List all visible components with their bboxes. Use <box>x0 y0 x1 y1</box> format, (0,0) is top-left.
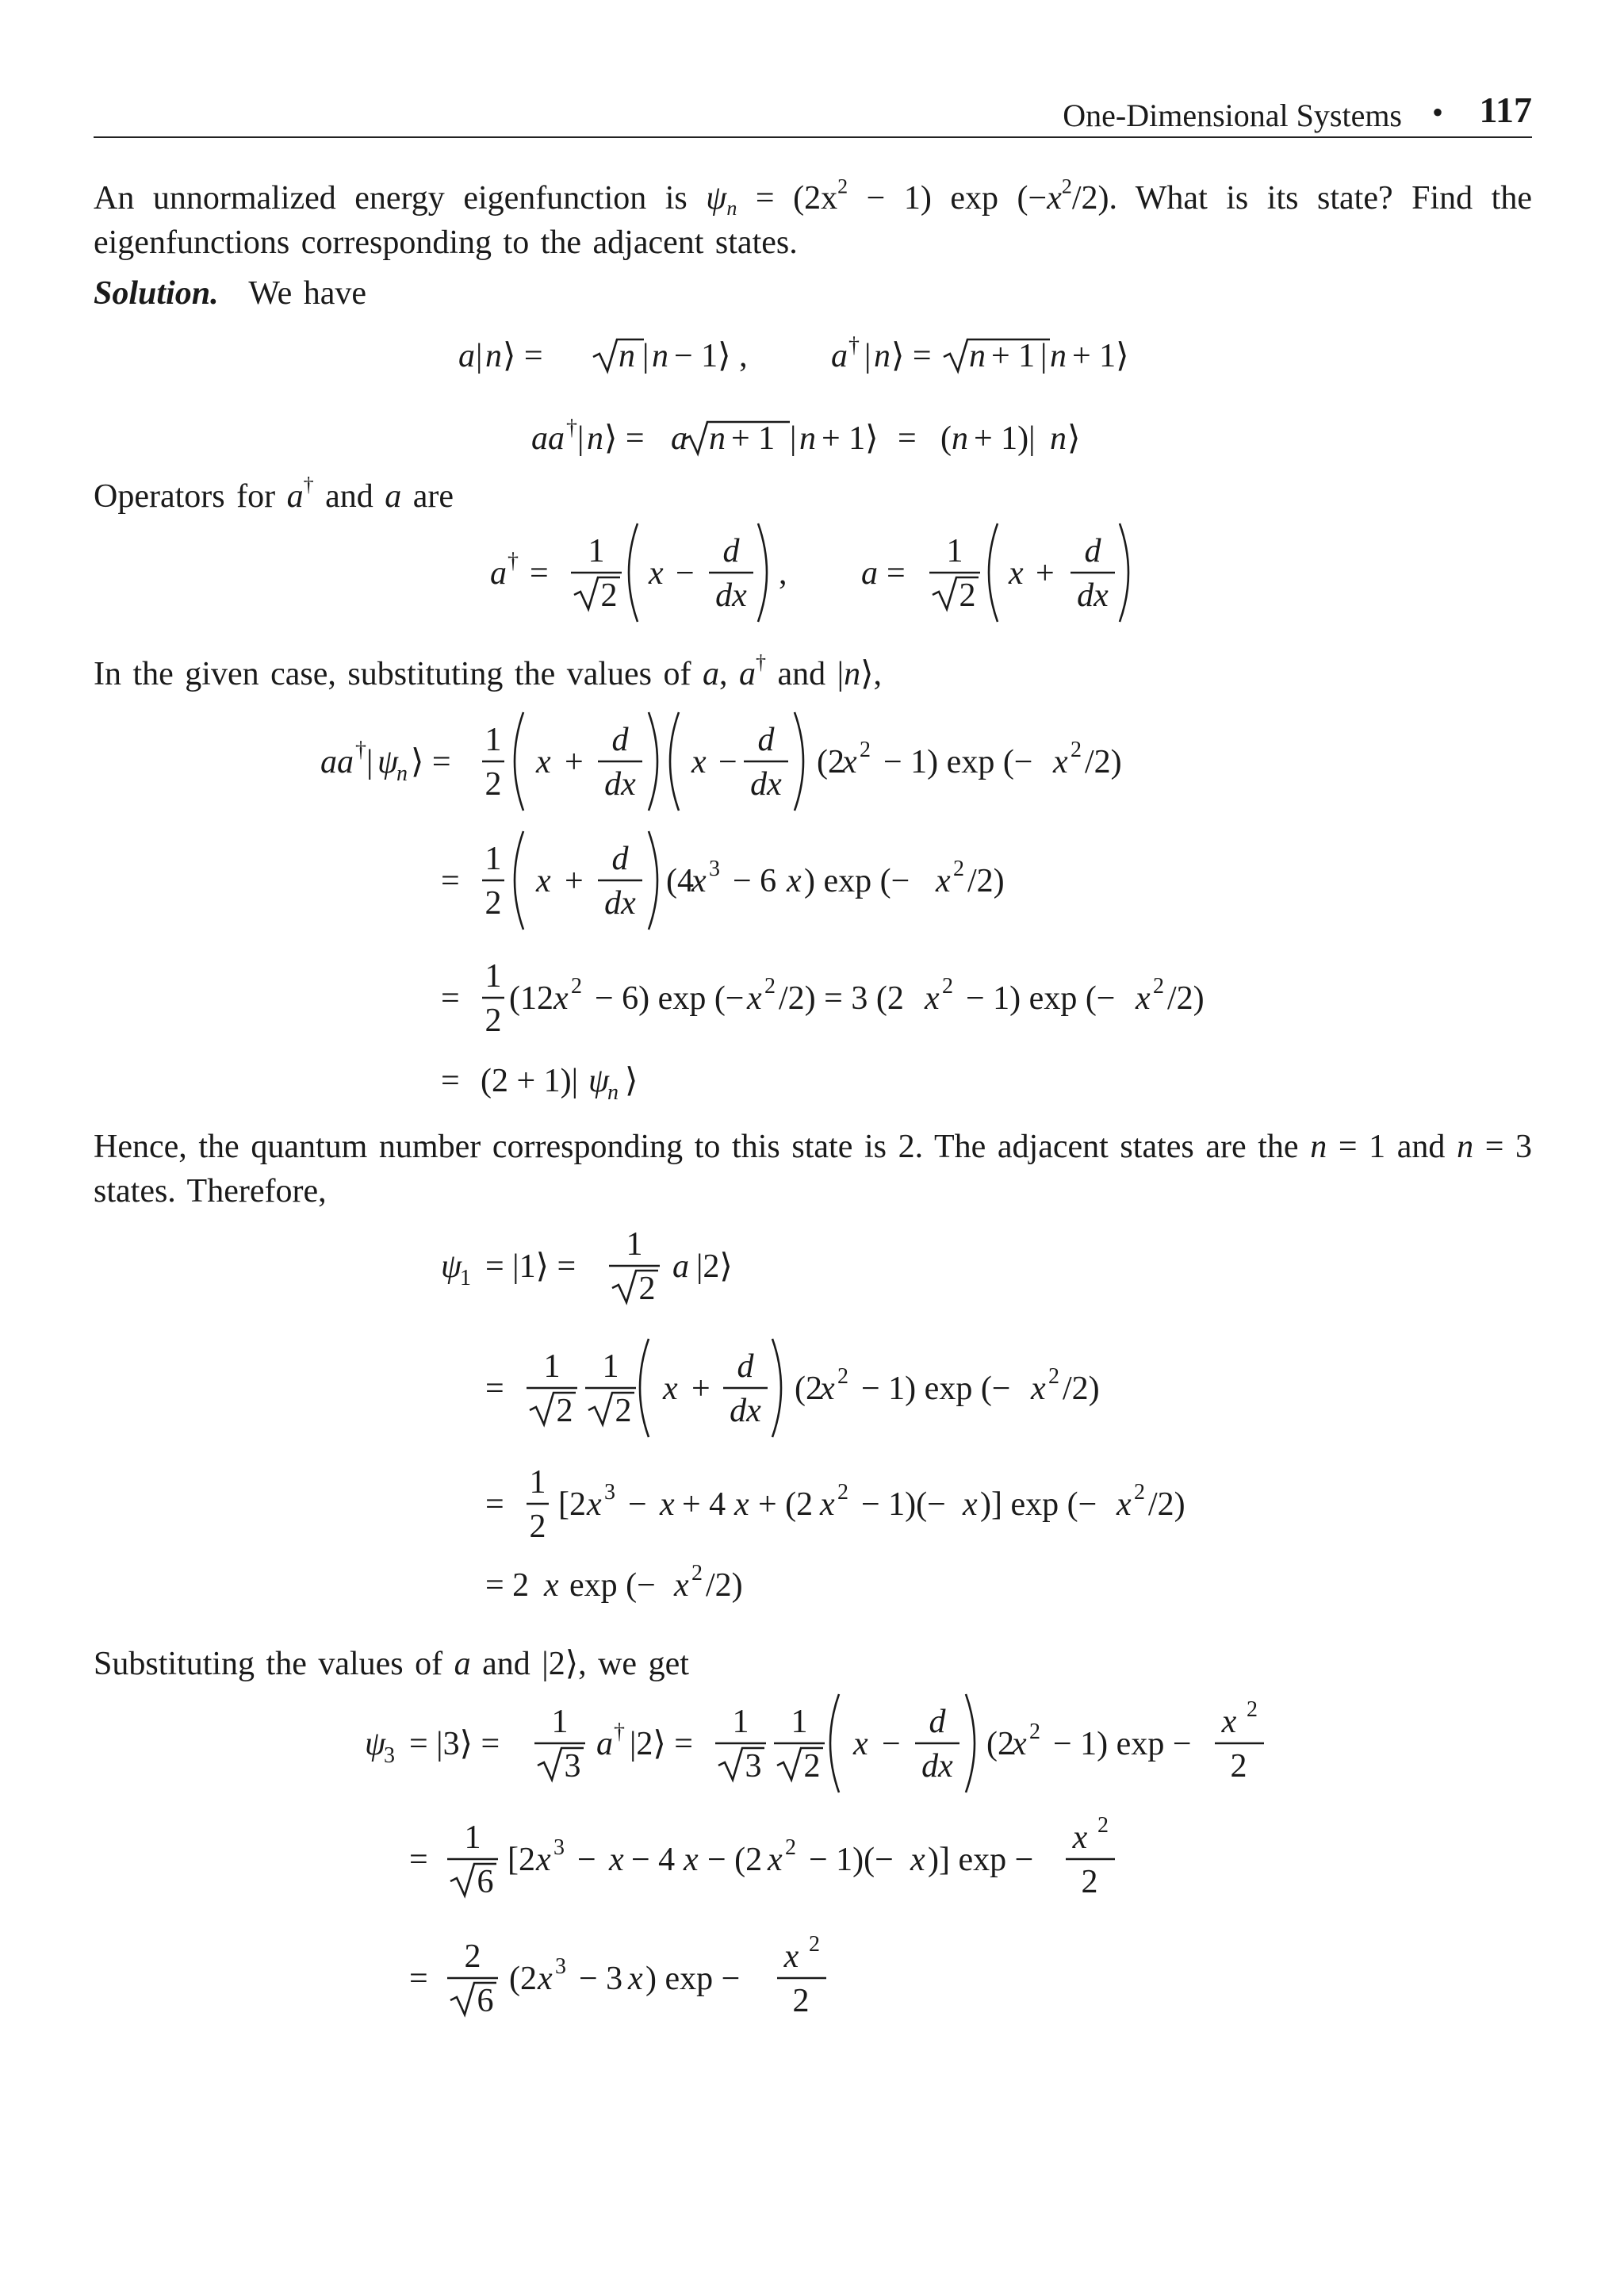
math-glyph: 2 <box>837 1480 848 1505</box>
math-glyph: ψ <box>441 1248 462 1285</box>
right-paren <box>772 1339 781 1437</box>
fraction-numerator: d <box>1084 533 1101 569</box>
fraction-denominator: 3 <box>745 1748 762 1785</box>
fraction-numerator: 1 <box>732 1704 749 1740</box>
math-glyph: + <box>565 863 584 899</box>
math-glyph: aa <box>531 420 565 457</box>
math-glyph: 2 <box>691 1561 703 1585</box>
math-glyph: n <box>709 420 726 457</box>
fraction-denominator: 3 <box>564 1748 581 1785</box>
math-glyph: + (2 <box>758 1486 814 1523</box>
math-glyph: |2⟩ = <box>630 1726 693 1762</box>
hence-text: Hence, the quantum number corresponding to this state is 2. The adjacent states are the n = 1 and n = 3 states. Therefore, <box>94 1129 1533 1210</box>
math-glyph: + 1 <box>991 338 1036 374</box>
math-glyph: n <box>969 338 986 374</box>
math-glyph: − 1)(− <box>861 1486 946 1523</box>
math-glyph: x <box>1053 744 1068 780</box>
fraction-numerator: 1 <box>791 1704 808 1740</box>
math-glyph: a <box>596 1726 613 1762</box>
math-glyph: |2⟩ <box>696 1248 733 1285</box>
fraction-denominator: 2 <box>803 1748 821 1785</box>
math-glyph: x <box>649 555 664 592</box>
math-glyph: 2 <box>1048 1364 1059 1389</box>
math-glyph: n <box>619 338 635 374</box>
math-glyph: 2 <box>942 974 953 999</box>
solution-intro: We have <box>248 275 367 312</box>
math-glyph: x <box>1221 1704 1237 1740</box>
math-glyph: = <box>441 980 460 1017</box>
given-case-inline: In the given case, substituting the values of a, a† and |n⟩, <box>94 650 882 692</box>
math-glyph: + 1)| <box>974 420 1036 457</box>
math-glyph: 1 <box>460 1266 471 1290</box>
math-glyph: 2 <box>1081 1864 1098 1900</box>
math-glyph: = <box>530 555 549 592</box>
math-glyph: aa <box>320 744 354 780</box>
math-glyph: − 1)(− <box>809 1842 894 1878</box>
math-glyph: − <box>718 744 737 780</box>
math-glyph: x <box>660 1486 675 1523</box>
math-glyph: 2 <box>1071 738 1082 762</box>
math-glyph: = <box>441 863 460 899</box>
fraction-numerator: 1 <box>551 1704 569 1740</box>
math-glyph: = |3⟩ = <box>409 1726 500 1762</box>
math-glyph: x <box>536 744 551 780</box>
fraction-numerator: 2 <box>464 1938 481 1975</box>
math-glyph: − 1) exp (− <box>861 1371 1011 1407</box>
math-glyph: x <box>820 1371 835 1407</box>
math-glyph: n <box>652 338 668 374</box>
math-glyph: | <box>790 420 797 457</box>
math-glyph: + <box>691 1371 710 1407</box>
fraction-numerator: 1 <box>946 533 963 569</box>
left-paren <box>515 831 523 930</box>
math-glyph: † <box>355 738 366 762</box>
fraction-denominator: 6 <box>477 1983 494 2019</box>
given-case-text <box>94 652 1532 696</box>
math-glyph: a <box>458 338 475 374</box>
math-glyph: n <box>952 420 968 457</box>
math-glyph: = <box>441 1063 460 1099</box>
left-paren <box>640 1339 649 1437</box>
fraction-denominator: dx <box>715 577 747 614</box>
math-glyph: 2 <box>785 1835 796 1860</box>
math-glyph: | <box>864 338 871 374</box>
math-glyph: x <box>1009 555 1024 592</box>
substituting-paragraph <box>94 1642 1532 1686</box>
math-glyph: − 1) exp (− <box>966 980 1116 1017</box>
fraction-numerator: 1 <box>588 533 605 569</box>
fraction-numerator: 1 <box>485 722 502 758</box>
math-glyph: x <box>734 1486 749 1523</box>
math-glyph: [2 <box>558 1486 586 1523</box>
math-glyph: /2) <box>1148 1486 1185 1523</box>
fraction-numerator: d <box>737 1348 754 1385</box>
math-glyph: x <box>910 1842 925 1878</box>
math-glyph: 2 <box>571 974 582 999</box>
fraction-numerator: d <box>929 1704 946 1740</box>
math-glyph: n <box>1050 420 1067 457</box>
math-glyph: x <box>553 980 569 1017</box>
math-glyph: − 6) exp (− <box>595 980 745 1017</box>
math-glyph: ψ <box>377 744 399 780</box>
math-glyph: n <box>607 1080 619 1105</box>
math-glyph: (2 + 1)| <box>481 1063 579 1099</box>
math-glyph: x <box>674 1567 689 1604</box>
math-glyph: a <box>490 555 507 592</box>
fraction-denominator: 2 <box>959 577 976 614</box>
fraction-denominator: 2 <box>485 885 502 922</box>
math-glyph: 2 <box>809 1932 820 1957</box>
math-glyph: x <box>820 1486 835 1523</box>
math-glyph: x <box>544 1567 559 1604</box>
math-glyph: ⟩ <box>1067 420 1081 457</box>
fraction-numerator: 1 <box>602 1348 619 1385</box>
math-glyph: − 1) exp − <box>1053 1726 1192 1762</box>
math-glyph: 3 <box>604 1480 615 1505</box>
math-glyph: n <box>396 761 408 786</box>
math-glyph: x <box>853 1726 868 1762</box>
math-glyph: = <box>409 1961 428 1997</box>
right-paren <box>966 1694 975 1792</box>
math-glyph: n <box>1050 338 1067 374</box>
math-glyph: ) exp (− <box>804 863 910 899</box>
math-glyph: x <box>536 1842 551 1878</box>
fraction-numerator: d <box>722 533 740 569</box>
math-glyph: (2 <box>795 1371 822 1407</box>
fraction-numerator: d <box>757 722 775 758</box>
math-glyph: − 3 <box>579 1961 623 1997</box>
math-glyph: ) exp − <box>645 1961 741 1997</box>
fraction-denominator: 2 <box>615 1393 632 1429</box>
math-glyph: /2) <box>1085 744 1122 780</box>
math-glyph: † <box>848 333 860 358</box>
math-glyph: + <box>1036 555 1055 592</box>
math-glyph: 2 <box>792 1983 810 2019</box>
fraction-denominator: 2 <box>600 577 618 614</box>
math-glyph: x <box>768 1842 783 1878</box>
math-glyph: † <box>614 1720 625 1744</box>
math-glyph: /2) <box>1063 1371 1100 1407</box>
fraction-denominator: 2 <box>529 1509 546 1545</box>
left-paren <box>515 712 523 811</box>
right-paren <box>1120 523 1128 622</box>
math-glyph: ⟩ <box>625 1063 638 1099</box>
math-glyph: | <box>476 338 483 374</box>
fraction-denominator: dx <box>921 1748 953 1785</box>
math-glyph: ⟩ = <box>891 338 932 374</box>
fraction-denominator: dx <box>1077 577 1109 614</box>
math-glyph: = 2 <box>485 1567 530 1604</box>
math-glyph: x <box>936 863 951 899</box>
math-glyph: = <box>485 1371 504 1407</box>
math-glyph: (4 <box>666 863 694 899</box>
left-paren <box>670 712 679 811</box>
math-glyph: + 4 <box>682 1486 726 1523</box>
math-glyph: ⟩ = <box>604 420 645 457</box>
math-glyph: 2 <box>860 738 871 762</box>
math-glyph: 3 <box>555 1954 566 1979</box>
math-glyph: − (2 <box>707 1842 763 1878</box>
math-glyph: x <box>691 863 707 899</box>
math-glyph: 2 <box>1230 1748 1247 1785</box>
math-glyph: x <box>842 744 857 780</box>
math-glyph: x <box>1116 1486 1132 1523</box>
math-glyph: /2) = 3 (2 <box>779 980 904 1017</box>
math-glyph: | <box>1040 338 1048 374</box>
fraction-numerator: 1 <box>485 841 502 877</box>
math-glyph: 2 <box>1247 1697 1258 1722</box>
right-paren <box>649 831 657 930</box>
fraction-denominator: 2 <box>485 766 502 803</box>
math-glyph: = <box>485 1486 504 1523</box>
fraction-denominator: 2 <box>485 1003 502 1039</box>
math-glyph: ( <box>940 420 952 457</box>
math-glyph: 2 <box>1134 1480 1145 1505</box>
math-glyph: n <box>874 338 891 374</box>
math-glyph: , <box>779 555 787 592</box>
fraction-numerator: 1 <box>543 1348 561 1385</box>
operators-intro-text: Operators for a† and a are <box>94 473 454 515</box>
fraction-numerator: 1 <box>626 1226 643 1263</box>
math-glyph: n <box>485 338 502 374</box>
left-paren <box>830 1694 839 1792</box>
fraction-denominator: dx <box>604 766 636 803</box>
left-paren <box>629 523 638 622</box>
math-glyph: (2 <box>986 1726 1014 1762</box>
right-paren <box>758 523 767 622</box>
math-glyph: x <box>925 980 940 1017</box>
math-glyph: = <box>887 555 906 592</box>
math-glyph: − <box>676 555 695 592</box>
math-glyph: † <box>566 416 577 440</box>
fraction-denominator: 6 <box>477 1864 494 1900</box>
fraction-denominator: 2 <box>638 1271 656 1307</box>
math-glyph: x <box>1136 980 1151 1017</box>
math-glyph: 2 <box>953 857 964 881</box>
math-glyph: (2 <box>817 744 845 780</box>
math-glyph: 2 <box>837 1364 848 1389</box>
solution-label: Solution. <box>94 275 219 312</box>
math-glyph: 3 <box>553 1835 565 1860</box>
math-glyph: x <box>1072 1819 1088 1856</box>
math-glyph: † <box>508 549 519 573</box>
math-glyph: /2) <box>706 1567 743 1604</box>
right-paren <box>649 712 657 811</box>
math-glyph: + 1 <box>731 420 776 457</box>
math-glyph: 2 <box>1097 1813 1109 1838</box>
fraction-numerator: d <box>611 841 629 877</box>
right-paren <box>795 712 803 811</box>
math-glyph: + 1⟩ <box>822 420 879 457</box>
math-glyph: = <box>898 420 917 457</box>
math-glyph: [2 <box>508 1842 535 1878</box>
math-glyph: x <box>684 1842 699 1878</box>
math-glyph: /2) <box>1167 980 1205 1017</box>
math-glyph: x <box>536 863 551 899</box>
math-glyph: x <box>609 1842 624 1878</box>
left-paren <box>989 523 998 622</box>
math-glyph: 2 <box>1029 1720 1040 1744</box>
math-glyph: + 1⟩ <box>1072 338 1129 374</box>
math-glyph: x <box>663 1371 678 1407</box>
operators-intro <box>94 474 1532 519</box>
math-glyph: = |1⟩ = <box>485 1248 576 1285</box>
math-glyph: x <box>963 1486 978 1523</box>
fraction-denominator: dx <box>730 1393 761 1429</box>
math-glyph: | <box>366 744 373 780</box>
math-glyph: − 1⟩ , <box>674 338 748 374</box>
fraction-numerator: 1 <box>529 1464 546 1501</box>
math-glyph: x <box>538 1961 553 1997</box>
math-glyph: ⟩ = <box>503 338 543 374</box>
math-glyph: (12 <box>509 980 553 1017</box>
header-bullet: • <box>1431 94 1443 130</box>
math-glyph: 3 <box>384 1743 395 1768</box>
math-glyph: − 4 <box>631 1842 676 1878</box>
math-glyph: /2) <box>967 863 1005 899</box>
math-glyph: − <box>628 1486 647 1523</box>
math-glyph: − <box>577 1842 596 1878</box>
problem-text: An unnormalized energy eigenfunction is $\psi_n = (2x^2 - 1)$ $\exp (-x^2/2)$. What is its state? Find the eigenfunctions corresponding to the adjacent states. <box>94 174 1532 261</box>
math-glyph: 3 <box>709 857 720 881</box>
fraction-denominator: 2 <box>556 1393 573 1429</box>
math-glyph: − 6 <box>733 863 777 899</box>
math-glyph: 2 <box>1153 974 1164 999</box>
math-glyph: x <box>1012 1726 1027 1762</box>
math-glyph: (2 <box>509 1961 537 1997</box>
fraction-denominator: dx <box>750 766 782 803</box>
math-glyph: ⟩ = <box>411 744 451 780</box>
math-glyph: 2 <box>764 974 776 999</box>
math-glyph: a <box>672 1248 689 1285</box>
math-glyph: x <box>783 1938 799 1975</box>
substituting-text: Substituting the values of a and |2⟩, we get <box>94 1646 689 1682</box>
fraction-numerator: 1 <box>485 958 502 995</box>
math-glyph: )] exp (− <box>980 1486 1097 1523</box>
hence-paragraph <box>94 1125 1532 1213</box>
math-glyph: ψ <box>588 1063 610 1099</box>
header-title: One-Dimensional Systems <box>1063 98 1402 133</box>
math-glyph: x <box>587 1486 602 1523</box>
fraction-numerator: d <box>611 722 629 758</box>
math-glyph: n <box>587 420 603 457</box>
math-glyph: x <box>628 1961 643 1997</box>
page-number: 117 <box>1479 90 1532 130</box>
math-glyph: )] exp − <box>928 1842 1034 1878</box>
math-glyph: n <box>799 420 816 457</box>
math-glyph: x <box>787 863 802 899</box>
fraction-denominator: dx <box>604 885 636 922</box>
math-glyph: + <box>565 744 584 780</box>
math-glyph: exp (− <box>569 1567 656 1604</box>
math-glyph: ψ <box>365 1726 386 1762</box>
math-glyph: x <box>747 980 762 1017</box>
math-glyph: = <box>409 1842 428 1878</box>
math-glyph: − <box>882 1726 901 1762</box>
fraction-numerator: 1 <box>464 1819 481 1856</box>
math-glyph: x <box>691 744 707 780</box>
math-glyph: | <box>577 420 584 457</box>
math-glyph: | <box>642 338 649 374</box>
math-glyph: a <box>861 555 878 592</box>
math-glyph: − 1) exp (− <box>883 744 1033 780</box>
math-glyph: a <box>671 420 688 457</box>
math-glyph: a <box>831 338 848 374</box>
math-glyph: x <box>1031 1371 1046 1407</box>
